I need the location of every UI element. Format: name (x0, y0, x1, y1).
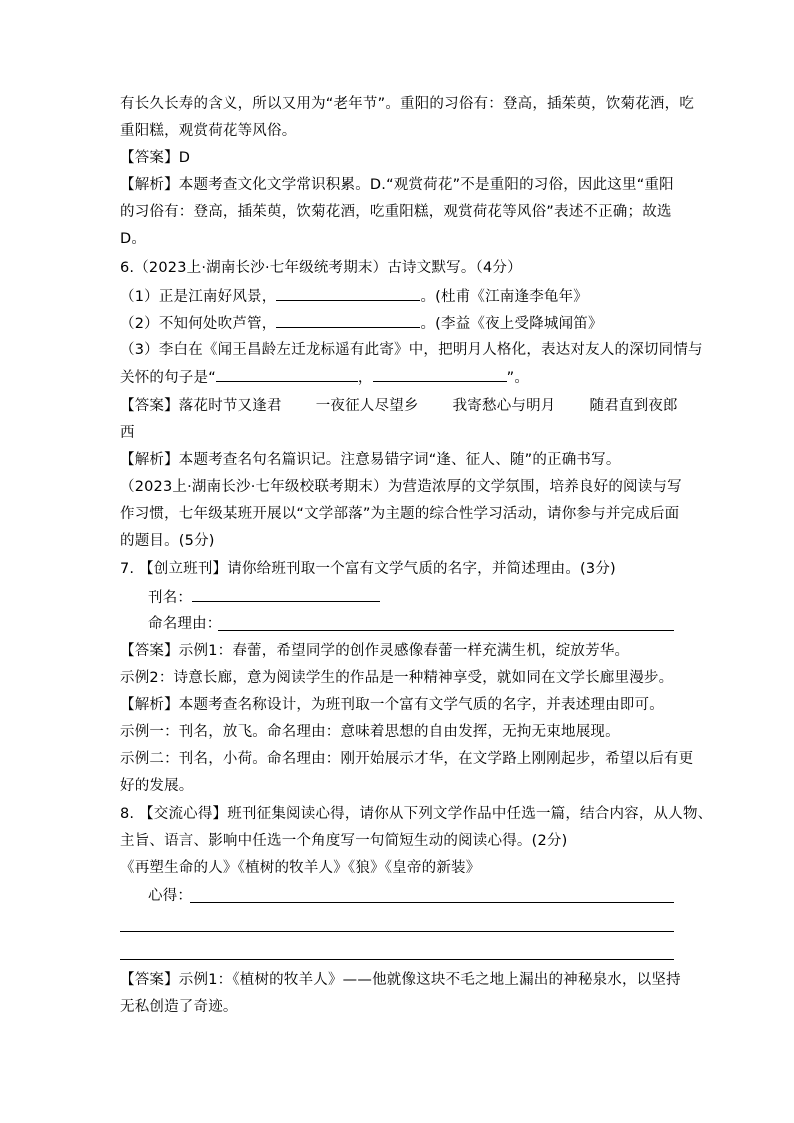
fill-blank-2[interactable] (276, 313, 420, 328)
text-line: 西 (120, 425, 135, 441)
closing-quote: ”。 (506, 370, 530, 386)
analysis-line: 【解析】本题考查文化文学常识积累。D.“观赏荷花”不是重阳的习俗，因此这里“重阳 (120, 177, 674, 193)
naming-reason-label: 命名理由： (148, 616, 222, 632)
text-line: 主旨、语言、影响中任选一个角度写一句简短生动的阅读心得。(2分) (120, 833, 568, 849)
text-line: 示例2：诗意长廊，意为阅读学生的作品是一种精神享受，就如同在文学长廊里漫步。 (120, 670, 674, 686)
answer-part-4: 随君直到夜郎 (589, 398, 678, 414)
analysis-line: 【解析】本题考查名句名篇识记。注意易错字词“逢、征人、随”的正确书写。 (120, 452, 621, 468)
question-6-item-2 (120, 313, 603, 334)
intro-line: 的题目。(5分) (120, 533, 215, 549)
text-line: 无私创造了奇迹。 (120, 999, 238, 1015)
reflection-field-line-2[interactable] (120, 931, 674, 932)
item-1-prompt: （1）正是江南好风景， (120, 289, 277, 305)
fill-blank-3b[interactable] (373, 367, 507, 382)
reflection-field-line-1[interactable] (190, 902, 674, 903)
question-6-item-3-cont (120, 367, 529, 388)
answer-line: 【答案】D (120, 150, 191, 166)
item-2-prompt: （2）不知何处吹芦管， (120, 316, 277, 332)
item-1-source: 。(杜甫《江南逢李龟年》 (420, 289, 588, 305)
answer-line: 【答案】示例1：《植树的牧羊人》——他就像这块不毛之地上漏出的神秘泉水，以坚持 (120, 972, 681, 988)
fill-blank-1[interactable] (276, 286, 420, 301)
answer-line: 【答案】示例1：春蕾，希望同学的创作灵感像春蕾一样充满生机，绽放芳华。 (120, 643, 630, 659)
text-line: 好的发展。 (120, 778, 194, 794)
comma: ， (357, 370, 373, 386)
text-line: 有长久长寿的含义，所以又用为“老年节”。重阳的习俗有：登高，插茱萸，饮菊花酒，吃 (120, 96, 695, 112)
book-list: 《再塑生命的人》《植树的牧羊人》《狼》《皇帝的新装》 (120, 860, 481, 876)
question-8-title: 8. 【交流心得】班刊征集阅读心得，请你从下列文学作品中任选一篇，结合内容，从人物、 (120, 806, 713, 822)
item-2-source: 。(李益《夜上受降城闻笛》 (420, 316, 603, 332)
text-line: 重阳糕，观赏荷花等风俗。 (120, 123, 297, 139)
answer-part-2: 一夜征人尽望乡 (315, 398, 419, 414)
journal-name-text: 刊名： (148, 590, 193, 606)
naming-reason-field[interactable] (218, 630, 674, 631)
text-line: 示例二：刊名，小荷。命名理由：刚开始展示才华，在文学路上刚刚起步，希望以后有更 (120, 751, 694, 767)
journal-name-field[interactable] (192, 587, 380, 602)
question-6-title: 6.（2023上·湖南长沙·七年级统考期末）古诗文默写。（4分） (120, 260, 522, 276)
fill-blank-3a[interactable] (216, 367, 358, 382)
text-line: D。 (120, 231, 147, 247)
question-7-title: 7. 【创立班刊】请你给班刊取一个富有文学气质的名字，并简述理由。(3分) (120, 561, 616, 577)
question-6-item-3: （3）李白在《闻王昌龄左迁龙标遥有此寄》中，把明月人格化，表达对友人的深切同情与 (120, 342, 703, 358)
answer-line (120, 396, 678, 416)
intro-line: 作习惯，七年级某班开展以“文学部落”为主题的综合性学习活动，请你参与并完成后面 (120, 506, 680, 522)
question-6-item-1 (120, 286, 588, 307)
answer-part-3: 我寄愁心与明月 (452, 398, 556, 414)
text-line: 示例一：刊名，放飞。命名理由：意味着思想的自由发挥，无拘无束地展现。 (120, 724, 620, 740)
intro-line: （2023上·湖南长沙·七年级校联考期末）为营造浓厚的文学氛围，培养良好的阅读与写 (120, 479, 682, 495)
reflection-field-line-3[interactable] (120, 959, 674, 960)
reflection-label: 心得： (148, 888, 193, 904)
answer-part-1: 【答案】落花时节又逢君 (120, 398, 282, 414)
text-line: 的习俗有：登高，插茱萸，饮菊花酒，吃重阳糕，观赏荷花等风俗”表述不正确；故选 (120, 204, 672, 220)
analysis-line: 【解析】本题考查名称设计，为班刊取一个富有文学气质的名字，并表述理由即可。 (120, 697, 664, 713)
item-3-prompt: 关怀的句子是“ (120, 370, 216, 386)
journal-name-label (148, 587, 380, 608)
